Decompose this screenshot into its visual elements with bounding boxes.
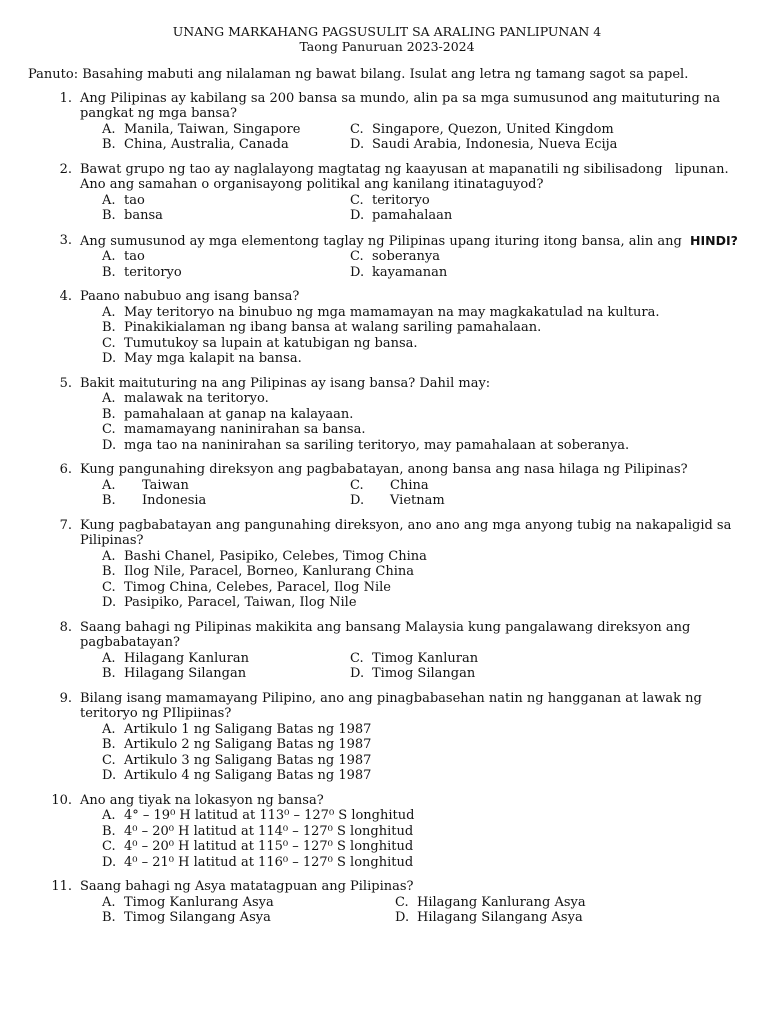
- choice-letter: A.: [102, 249, 116, 264]
- choice-letter: C.: [350, 650, 364, 666]
- choice-list: [102, 249, 746, 280]
- choice-text: Taiwan: [142, 477, 189, 493]
- question-number: 3.: [59, 232, 72, 248]
- emphasis-not: HINDI?: [690, 232, 738, 248]
- choice-text: 4⁰ – 20⁰ H latitud at 115⁰ – 127⁰ S longhitud: [124, 839, 414, 854]
- choice-letter: D.: [102, 854, 117, 870]
- question-1: [28, 91, 746, 153]
- choice-d: [102, 438, 746, 454]
- choice-text: kayamanan: [372, 264, 448, 280]
- choice-list: [102, 808, 746, 870]
- question-body: [80, 620, 746, 682]
- choice-a: [102, 895, 395, 911]
- choice-text: pamahalaan: [372, 208, 453, 223]
- choice-c: [102, 580, 746, 596]
- choice-list: [102, 722, 746, 784]
- choice-letter: C.: [102, 335, 116, 351]
- choice-c: [395, 895, 746, 911]
- choice-b: [102, 737, 746, 753]
- question-number: 9.: [59, 690, 72, 706]
- choice-d: [102, 855, 746, 871]
- choice-letter: C.: [350, 192, 364, 208]
- choice-a: [102, 249, 350, 265]
- question-number: 7.: [59, 517, 72, 533]
- question-11: [28, 879, 746, 926]
- choice-text: Artikulo 3 ng Saligang Batas ng 1987: [124, 752, 372, 768]
- choice-text: 4° – 19⁰ H latitud at 113⁰ – 127⁰ S longhitud: [124, 808, 415, 823]
- choice-letter: B.: [102, 320, 116, 335]
- question-stem: Bawat grupo ng tao ay naglalayong magtatag ng kaayusan at mapanatili ng sibilisadong lipunan. Ano ang samahan o organisayong politikal ang kanilang itinataguyod?: [80, 161, 733, 192]
- question-2: [28, 162, 746, 224]
- choice-d: [350, 265, 746, 281]
- choice-a: [102, 305, 746, 321]
- question-number: 4.: [59, 289, 72, 304]
- exam-title: UNANG MARKAHANG PAGSUSULIT SA ARALING PANLIPUNAN 4: [172, 24, 602, 39]
- choice-a: [102, 122, 350, 138]
- choice-letter: C.: [102, 752, 116, 768]
- choice-letter: C.: [102, 422, 116, 437]
- choice-text: Pasipiko, Paracel, Taiwan, Ilog Nile: [124, 595, 357, 610]
- choice-letter: A.: [102, 477, 116, 493]
- choice-text: teritoryo: [372, 192, 430, 208]
- choice-letter: B.: [102, 564, 116, 579]
- instructions: Panuto: Basahing mabuti ang nilalaman ng bawat bilang. Isulat ang letra ng tamang sagot sa papel.: [28, 67, 689, 82]
- choice-b: [102, 320, 746, 336]
- choice-a: [102, 722, 746, 738]
- choice-b: [102, 137, 350, 153]
- question-stem: Kung pagbabatayan ang pangunahing direksyon, ano ano ang mga anyong tubig na nakapaligid sa Pilipinas?: [80, 517, 736, 548]
- choice-letter: D.: [102, 437, 117, 453]
- question-8: [28, 620, 746, 682]
- choice-d: [350, 208, 746, 224]
- choice-c: [350, 193, 746, 209]
- choice-text: Bashi Chanel, Pasipiko, Celebes, Timog China: [124, 548, 427, 564]
- question-stem: Ano ang tiyak na lokasyon ng bansa?: [80, 792, 324, 808]
- choice-b: [102, 666, 350, 682]
- choice-letter: D.: [350, 264, 365, 280]
- question-6: [28, 462, 746, 509]
- question-body: [80, 162, 746, 224]
- choice-text: May mga kalapit na bansa.: [124, 351, 302, 366]
- question-number: 8.: [59, 619, 72, 635]
- question-7: [28, 518, 746, 611]
- choice-b: [102, 493, 350, 509]
- choice-a: [102, 808, 746, 824]
- choice-letter: B.: [102, 264, 116, 280]
- choice-c: [102, 336, 746, 352]
- choice-letter: B.: [102, 137, 116, 152]
- choice-text: May teritoryo na binubuo ng mga mamamayan na may magkakatulad na kultura.: [124, 304, 660, 320]
- question-9: [28, 691, 746, 784]
- choice-letter: A.: [102, 548, 116, 564]
- choice-letter: D.: [350, 666, 365, 681]
- question-stem: Paano nabubuo ang isang bansa?: [80, 289, 300, 304]
- question-stem: [80, 233, 746, 250]
- choice-a: [102, 651, 350, 667]
- choice-d: [102, 768, 746, 784]
- question-body: [80, 879, 746, 926]
- choice-letter: C.: [350, 477, 364, 493]
- choice-letter: B.: [102, 666, 116, 681]
- choice-letter: D.: [350, 208, 365, 223]
- choice-list: [102, 549, 746, 611]
- choice-c: [102, 753, 746, 769]
- choice-letter: D.: [350, 137, 365, 152]
- choice-list: [102, 651, 746, 682]
- question-body: [80, 376, 746, 454]
- choice-text: Timog Silangang Asya: [124, 910, 271, 925]
- choice-list: [102, 391, 746, 453]
- question-stem-text: Ang sumusunod ay mga elementong taglay ng Pilipinas upang ituring itong bansa, alin ang: [80, 233, 691, 249]
- question-stem: Ang Pilipinas ay kabilang sa 200 bansa sa mundo, alin pa sa mga sumusunod ang maituturing na pangkat ng mga bansa?: [80, 90, 733, 121]
- choice-letter: C.: [350, 249, 364, 264]
- choice-a: [102, 549, 746, 565]
- choice-text: malawak na teritoryo.: [124, 391, 269, 406]
- choice-text: Hilagang Silangang Asya: [417, 910, 583, 925]
- choice-letter: B.: [102, 493, 116, 508]
- choice-text: Manila, Taiwan, Singapore: [124, 121, 301, 137]
- school-year: Taong Panuruan 2023-2024: [299, 39, 475, 54]
- question-4: [28, 289, 746, 367]
- choice-text: 4⁰ – 20⁰ H latitud at 114⁰ – 127⁰ S longhitud: [124, 823, 414, 839]
- choice-text: tao: [124, 192, 145, 208]
- choice-c: [350, 478, 746, 494]
- choice-text: Saudi Arabia, Indonesia, Nueva Ecija: [372, 137, 618, 152]
- choice-a: [102, 193, 350, 209]
- choice-c: [102, 839, 746, 855]
- choice-b: [102, 824, 746, 840]
- choice-text: mga tao na naninirahan sa sariling teritoryo, may pamahalaan at soberanya.: [124, 437, 630, 453]
- question-body: [80, 289, 746, 367]
- choice-text: Tumutukoy sa lupain at katubigan ng bansa.: [124, 335, 418, 351]
- choice-list: [102, 122, 746, 153]
- choice-list: [102, 478, 746, 509]
- choice-d: [395, 910, 746, 926]
- question-body: [80, 462, 746, 509]
- choice-letter: A.: [102, 391, 116, 406]
- choice-letter: B.: [102, 823, 116, 839]
- question-body: [80, 793, 746, 871]
- question-stem: Saang bahagi ng Pilipinas makikita ang bansang Malaysia kung pangalawang direksyon ang pagbabatayan?: [80, 619, 703, 650]
- choice-text: Timog Kanlurang Asya: [124, 894, 274, 910]
- choice-text: soberanya: [372, 249, 440, 264]
- choice-letter: D.: [102, 768, 117, 783]
- choice-letter: D.: [102, 351, 117, 366]
- choice-a: [102, 478, 350, 494]
- question-number: 2.: [59, 161, 72, 177]
- choice-c: [102, 422, 746, 438]
- question-stem: Saang bahagi ng Asya matatagpuan ang Pilipinas?: [80, 879, 414, 894]
- choice-text: 4⁰ – 21⁰ H latitud at 116⁰ – 127⁰ S longhitud: [124, 854, 414, 870]
- choice-text: mamamayang naninirahan sa bansa.: [124, 422, 366, 437]
- choice-text: Indonesia: [142, 493, 207, 508]
- choice-c: [350, 122, 746, 138]
- choice-b: [102, 407, 746, 423]
- question-body: [80, 691, 746, 784]
- choice-text: Hilagang Kanluran: [124, 650, 250, 666]
- choice-b: [102, 910, 395, 926]
- choice-letter: A.: [102, 721, 116, 737]
- question-list: [28, 91, 746, 926]
- question-10: [28, 793, 746, 871]
- choice-d: [350, 493, 746, 509]
- choice-d: [350, 666, 746, 682]
- choice-text: Timog Kanluran: [372, 650, 479, 666]
- choice-letter: B.: [102, 208, 116, 223]
- choice-text: Hilagang Silangan: [124, 666, 247, 681]
- choice-letter: A.: [102, 808, 116, 823]
- question-number: 10.: [51, 792, 72, 808]
- choice-letter: A.: [102, 192, 116, 208]
- choice-letter: C.: [102, 839, 116, 854]
- choice-list: [102, 305, 746, 367]
- choice-text: Vietnam: [390, 493, 445, 508]
- question-stem: Bakit maituturing na ang Pilipinas ay isang bansa? Dahil may:: [80, 375, 491, 391]
- question-stem: Bilang isang mamamayang Pilipino, ano ang pinagbabasehan natin ng hangganan at lawak ng teritoryo ng PIlipiinas?: [80, 690, 715, 721]
- choice-letter: A.: [102, 121, 116, 137]
- choice-c: [350, 249, 746, 265]
- choice-d: [102, 595, 746, 611]
- exam-header: [28, 24, 746, 54]
- question-5: [28, 376, 746, 454]
- choice-letter: A.: [102, 650, 116, 666]
- choice-text: tao: [124, 249, 145, 264]
- choice-text: Artikulo 2 ng Saligang Batas ng 1987: [124, 737, 372, 752]
- choice-text: Pinakikialaman ng ibang bansa at walang sariling pamahalaan.: [124, 320, 542, 335]
- choice-letter: B.: [102, 406, 116, 422]
- choice-letter: C.: [350, 121, 364, 137]
- choice-letter: C.: [102, 579, 116, 595]
- question-3: [28, 233, 746, 281]
- question-number: 1.: [59, 90, 72, 106]
- choice-list: [102, 193, 746, 224]
- choice-letter: B.: [102, 737, 116, 752]
- choice-text: teritoryo: [124, 264, 182, 280]
- choice-text: China, Australia, Canada: [124, 137, 289, 152]
- choice-c: [350, 651, 746, 667]
- choice-b: [102, 265, 350, 281]
- choice-a: [102, 391, 746, 407]
- choice-letter: B.: [102, 910, 116, 925]
- choice-text: Timog China, Celebes, Paracel, Ilog Nile: [124, 579, 391, 595]
- choice-text: Artikulo 4 ng Saligang Batas ng 1987: [124, 768, 372, 783]
- choice-b: [102, 564, 746, 580]
- choice-text: Timog Silangan: [372, 666, 476, 681]
- choice-letter: A.: [102, 894, 116, 910]
- question-number: 6.: [59, 462, 72, 477]
- question-number: 5.: [59, 375, 72, 391]
- choice-letter: D.: [350, 493, 365, 508]
- choice-b: [102, 208, 350, 224]
- choice-text: China: [390, 477, 429, 493]
- question-number: 11.: [51, 879, 72, 894]
- question-body: [80, 233, 746, 281]
- choice-letter: A.: [102, 304, 116, 320]
- choice-d: [350, 137, 746, 153]
- choice-letter: D.: [395, 910, 410, 925]
- choice-text: Hilagang Kanlurang Asya: [417, 894, 586, 910]
- choice-text: pamahalaan at ganap na kalayaan.: [124, 406, 354, 422]
- question-body: [80, 91, 746, 153]
- choice-letter: D.: [102, 595, 117, 610]
- choice-text: Ilog Nile, Paracel, Borneo, Kanlurang China: [124, 564, 415, 579]
- choice-list: [102, 895, 746, 926]
- choice-text: Singapore, Quezon, United Kingdom: [372, 121, 614, 137]
- choice-text: Artikulo 1 ng Saligang Batas ng 1987: [124, 721, 372, 737]
- choice-text: bansa: [124, 208, 163, 223]
- choice-letter: C.: [395, 894, 409, 910]
- question-stem: Kung pangunahing direksyon ang pagbabatayan, anong bansa ang nasa hilaga ng Pilipinas?: [80, 462, 688, 477]
- question-body: [80, 518, 746, 611]
- choice-d: [102, 351, 746, 367]
